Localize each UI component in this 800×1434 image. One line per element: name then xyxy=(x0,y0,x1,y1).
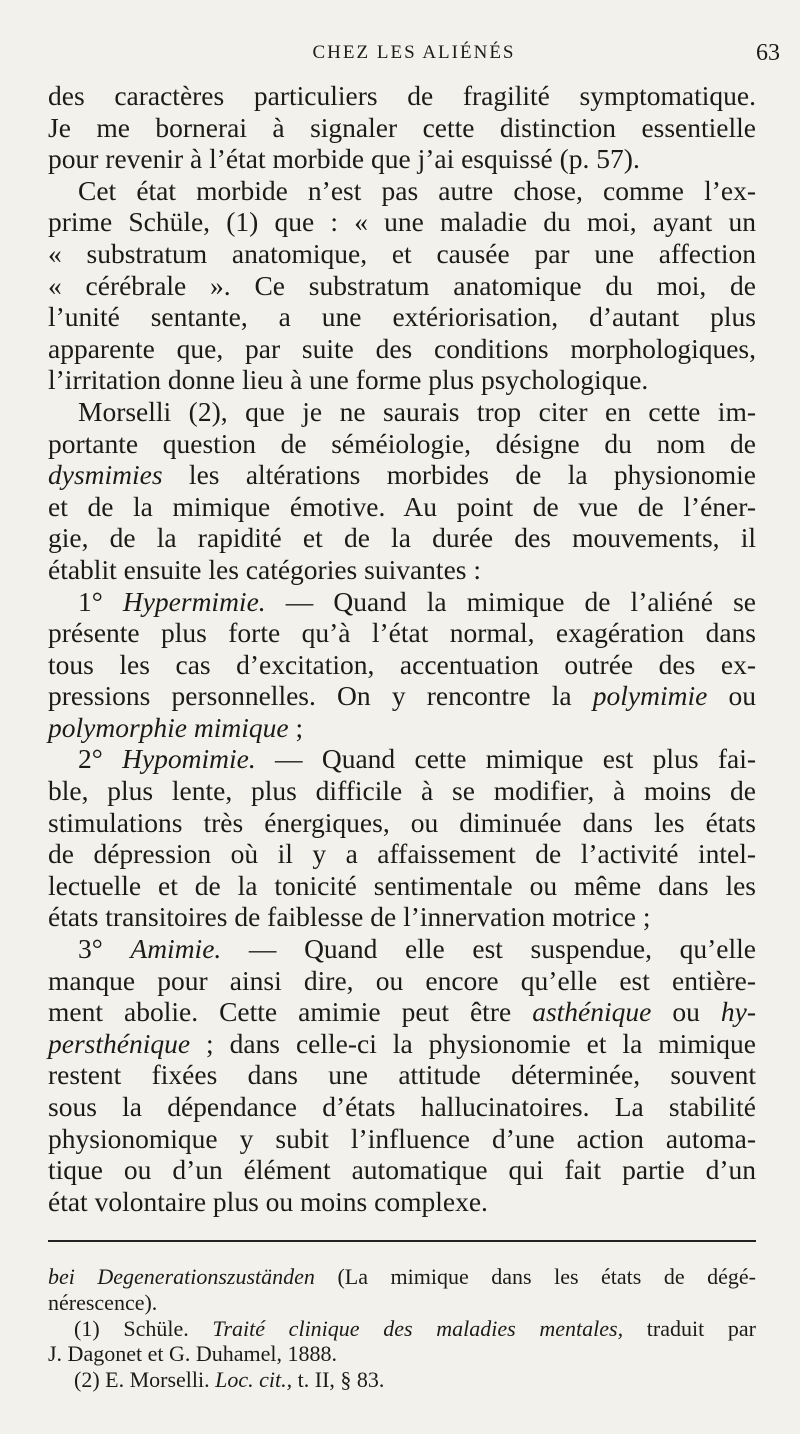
italic-text: hy- xyxy=(720,996,757,1028)
text-run: — Quand cette mimique est plus fai- xyxy=(255,743,756,775)
text-line xyxy=(48,333,756,365)
footnote-rule xyxy=(48,1240,756,1242)
text-line xyxy=(48,175,756,207)
italic-text: persthénique xyxy=(48,1027,191,1059)
text-run: ; xyxy=(288,711,304,743)
text-line xyxy=(48,775,756,807)
text-run: l’irritation donne lieu à une forme plus psychologique. xyxy=(48,364,649,396)
text-line xyxy=(48,364,756,396)
text-run: (1) Schüle. xyxy=(74,1315,213,1341)
text-line xyxy=(48,680,756,712)
text-run: de dépression où il y a affaissement de l’activité intel- xyxy=(48,838,756,870)
footnotes xyxy=(48,1264,756,1393)
text-line xyxy=(48,522,756,554)
text-line xyxy=(48,901,756,933)
text-line xyxy=(48,80,756,112)
text-line xyxy=(48,301,756,333)
text-line xyxy=(48,870,756,902)
text-run: tous les cas d’excitation, accentuation outrée des ex- xyxy=(48,648,756,680)
text-run: ment abolie. Cette amimie peut être xyxy=(48,996,533,1028)
text-run: ; dans celle-ci la physionomie et la mimique xyxy=(190,1027,756,1059)
running-head: CHEZ LES ALIÉNÉS xyxy=(312,42,516,63)
italic-text: polymorphie mimique xyxy=(48,711,289,743)
text-line xyxy=(48,807,756,839)
italic-text: Amimie. xyxy=(130,933,222,965)
footnote-line xyxy=(48,1341,756,1367)
text-run: sous la dépendance d’états hallucinatoires. La stabilité xyxy=(48,1091,756,1122)
text-run: traduit par xyxy=(623,1315,756,1341)
text-run: pressions personnelles. On y rencontre la xyxy=(48,680,593,712)
text-line xyxy=(48,743,756,775)
italic-text: Loc. cit., xyxy=(215,1367,293,1393)
text-run: pour revenir à l’état morbide que j’ai esquissé (p. 57). xyxy=(48,143,640,175)
text-run: Cet état morbide n’est pas autre chose, comme l’ex- xyxy=(78,174,756,206)
text-run: prime Schüle, (1) que : « une maladie du moi, ayant un xyxy=(48,206,756,238)
text-line xyxy=(48,933,756,965)
text-line xyxy=(48,143,756,175)
text-run: physionomique y subit l’influence d’une action automa- xyxy=(48,1122,756,1154)
text-run: état volontaire plus ou moins complexe. xyxy=(48,1185,488,1217)
text-line xyxy=(48,1154,756,1186)
text-run: gie, de la rapidité et de la durée des mouvements, il xyxy=(48,522,756,554)
text-run: 2° xyxy=(78,743,123,775)
text-line xyxy=(48,712,756,744)
text-run: les altérations morbides de la physionomie xyxy=(162,459,756,491)
text-run: et de la mimique émotive. Au point de vue de l’éner- xyxy=(48,490,756,522)
body-text xyxy=(48,80,756,1217)
text-run: 1° xyxy=(78,585,123,617)
text-run: lectuelle et de la tonicité sentimentale ou même dans les xyxy=(48,869,756,901)
text-run: états transitoires de faiblesse de l’innervation motrice ; xyxy=(48,901,651,933)
footnote-line xyxy=(48,1264,756,1290)
italic-text: dysmimies xyxy=(48,459,163,491)
italic-text: Hypermimie. xyxy=(122,585,266,617)
text-line xyxy=(48,112,756,144)
text-line xyxy=(48,1123,756,1155)
text-line xyxy=(48,965,756,997)
page-number: 63 xyxy=(756,40,780,66)
text-line xyxy=(48,206,756,238)
text-run: ble, plus lente, plus difficile à se modifier, à moins de xyxy=(48,775,756,807)
text-run: « cérébrale ». Ce substratum anatomique du moi, de xyxy=(48,269,756,301)
text-run: ou xyxy=(651,996,721,1028)
text-run: stimulations très énergiques, ou diminuée dans les états xyxy=(48,806,756,838)
text-run: 3° xyxy=(78,933,131,965)
text-run: manque pour ainsi dire, ou encore qu’elle est entière- xyxy=(48,964,756,996)
text-line xyxy=(48,428,756,460)
text-line xyxy=(48,1186,756,1218)
italic-text: bei Degenerationszuständen xyxy=(48,1264,315,1289)
italic-text: Hypomimie. xyxy=(122,743,256,775)
italic-text: Traité clinique des maladies mentales, xyxy=(212,1315,624,1341)
text-line xyxy=(48,617,756,649)
page-header xyxy=(48,38,780,78)
text-run: établit ensuite les catégories suivantes : xyxy=(48,553,481,585)
text-run: — Quand elle est suspendue, qu’elle xyxy=(221,933,756,965)
text-run: « substratum anatomique, et causée par une affection xyxy=(48,237,756,269)
text-run: ou xyxy=(707,680,756,712)
text-line xyxy=(48,238,756,270)
text-run: J. Dagonet et G. Duhamel, 1888. xyxy=(48,1341,337,1367)
italic-text: polymimie xyxy=(592,680,708,712)
text-run: (La mimique dans les états de dégé- xyxy=(314,1264,757,1289)
text-run: Morselli (2), que je ne saurais trop citer en cette im- xyxy=(78,395,756,427)
text-run: restent fixées dans une attitude déterminée, souvent xyxy=(48,1059,756,1091)
text-line xyxy=(48,1028,756,1060)
footnote-line xyxy=(48,1290,756,1316)
text-run: présente plus forte qu’à l’état normal, exagération dans xyxy=(48,617,756,649)
text-line xyxy=(48,396,756,428)
footnote-line xyxy=(48,1367,756,1393)
text-run: t. II, § 83. xyxy=(292,1367,385,1393)
text-line xyxy=(48,1059,756,1091)
text-run: nérescence). xyxy=(48,1289,158,1315)
text-run: tique ou d’un élément automatique qui fait partie d’un xyxy=(48,1154,756,1186)
text-run: apparente que, par suite des conditions morphologiques, xyxy=(48,332,756,364)
text-line xyxy=(48,586,756,618)
text-line xyxy=(48,270,756,302)
text-line xyxy=(48,1091,756,1123)
text-run: l’unité sentante, a une extériorisation, d’autant plus xyxy=(48,301,756,333)
text-run: des caractères particuliers de fragilité symptomatique. xyxy=(48,80,756,111)
text-run: Je me bornerai à signaler cette distinction essentielle xyxy=(48,111,756,143)
text-run: (2) E. Morselli. xyxy=(74,1367,216,1393)
italic-text: asthénique xyxy=(532,996,652,1028)
footnote-line xyxy=(48,1316,756,1342)
text-line xyxy=(48,459,756,491)
text-run: portante question de séméiologie, désigne du nom de xyxy=(48,427,756,459)
text-run: — Quand la mimique de l’aliéné se xyxy=(265,585,756,617)
text-line xyxy=(48,996,756,1028)
text-line xyxy=(48,554,756,586)
text-line xyxy=(48,491,756,523)
text-line xyxy=(48,838,756,870)
text-line xyxy=(48,649,756,681)
